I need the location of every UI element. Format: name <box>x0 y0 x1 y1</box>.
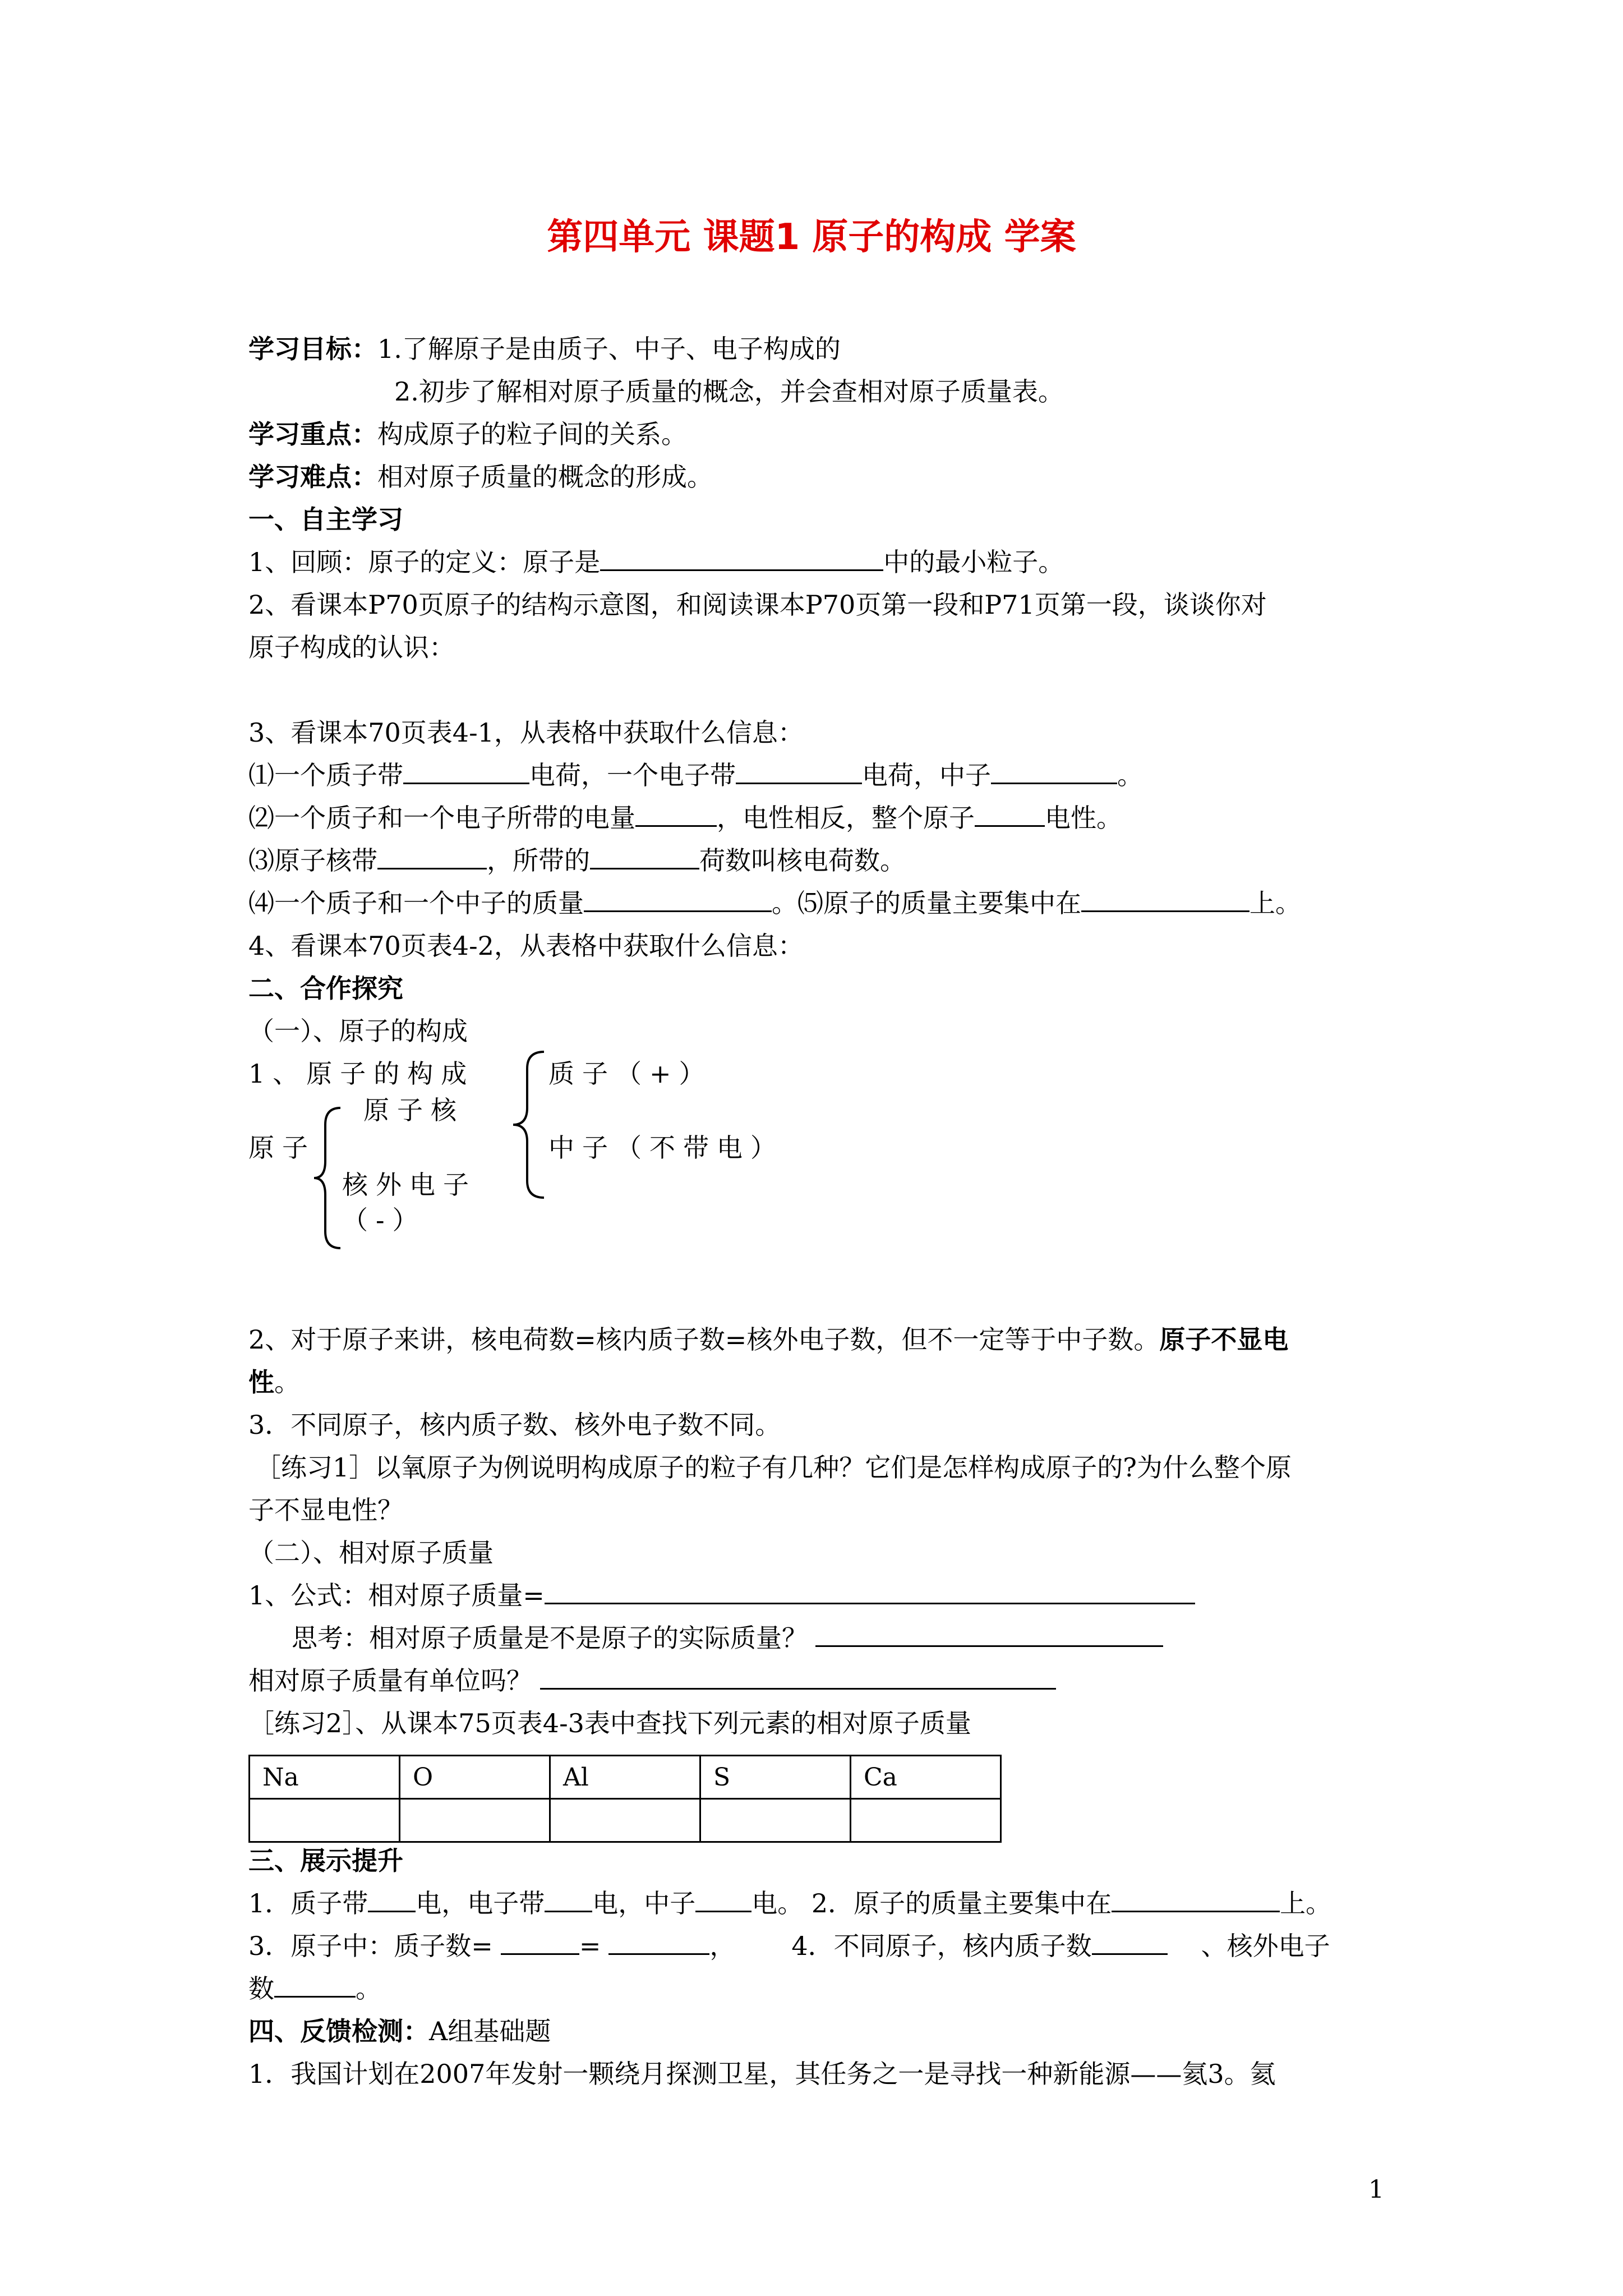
question-3-4-line <box>248 884 1301 923</box>
q3-2-text-b: ，电性相反，整个原子 <box>717 803 975 833</box>
element-cell: Ca <box>851 1756 1001 1799</box>
section-2-heading: 二、合作探究 <box>248 973 403 1004</box>
question-4: 4、看课本70页表4-2，从表格中获取什么信息： <box>248 931 804 961</box>
point-2-bold: 原子不显电 <box>1159 1324 1289 1355</box>
answer-blank[interactable] <box>991 756 1117 784</box>
q3-4-text-a: ⑷一个质子和一个中子的质量 <box>248 888 584 918</box>
section-3-line-3 <box>248 1969 381 2008</box>
element-cell: O <box>400 1756 550 1799</box>
s3-text: 1．质子带 <box>248 1888 368 1918</box>
question-3-3-line <box>248 841 906 880</box>
s3-text: ， <box>709 1931 736 1961</box>
formula-line <box>248 1576 1195 1615</box>
answer-blank[interactable] <box>545 1884 592 1912</box>
difficulty-text: 相对原子质量的概念的形成。 <box>377 462 713 492</box>
q3-2-text-c: 电性。 <box>1045 803 1122 833</box>
point-2-text: 2、对于原子来讲，核电荷数=核内质子数=核外电子数，但不一定等于中子数。 <box>248 1324 1160 1355</box>
exercise-1-line-1: ［练习1］以氧原子为例说明构成原子的粒子有几种？它们是怎样构成原子的?为什么整个原 <box>255 1452 1292 1483</box>
answer-cell[interactable] <box>851 1799 1001 1842</box>
page-number: 1 <box>1368 2175 1384 2204</box>
key-point-text: 构成原子的粒子间的关系。 <box>377 419 687 449</box>
section-1-heading: 一、自主学习 <box>248 504 403 535</box>
answer-blank[interactable] <box>274 1969 356 1998</box>
section-3-heading: 三、展示提升 <box>248 1846 403 1876</box>
point-2-line-1 <box>248 1320 1288 1359</box>
element-cell: Na <box>250 1756 400 1799</box>
answer-blank[interactable] <box>501 1926 579 1955</box>
q3-3-text-a: ⑶原子核带 <box>248 845 377 876</box>
section-4-question-1: 1．我国计划在2007年发射一颗绕月探测卫星，其任务之一是寻找一种新能源——氦3。氦 <box>248 2059 1276 2089</box>
goals-line-1 <box>248 329 841 369</box>
goal-item-2: 2.初步了解相对原子质量的概念，并会查相对原子质量表。 <box>394 376 1064 407</box>
nucleus-brace-icon <box>510 1049 550 1200</box>
element-cell: Al <box>550 1756 700 1799</box>
s3-text: = <box>579 1931 601 1961</box>
answer-cell[interactable] <box>400 1799 550 1842</box>
answer-blank[interactable] <box>1081 884 1249 912</box>
question-1-text: 1、回顾：原子的定义：原子是 <box>248 547 601 577</box>
q3-4-text-c: 上。 <box>1249 888 1301 918</box>
q3-2-text-a: ⑵一个质子和一个电子所带的电量 <box>248 803 635 833</box>
difficulty-label: 学习难点： <box>248 462 377 492</box>
q3-3-text-b: ，所带的 <box>487 845 590 876</box>
q3-1-text-b: 电荷，一个电子带 <box>529 760 736 790</box>
s3-text: 电。 2．原子的质量主要集中在 <box>751 1888 1112 1918</box>
subsection-1-heading: （一）、原子的构成 <box>248 1016 468 1046</box>
unit-blank[interactable] <box>540 1661 1056 1690</box>
point-2-end: 。 <box>274 1367 300 1397</box>
diagram-nucleus: 原子核 <box>363 1095 464 1125</box>
exercise-2: ［练习2］、从课本75页表4-3表中查找下列元素的相对原子质量 <box>248 1708 971 1738</box>
answer-blank[interactable] <box>695 1884 751 1912</box>
section-4-group: A组基础题 <box>429 2016 551 2046</box>
question-2-line-1: 2、看课本P70页原子的结构示意图，和阅读课本P70页第一段和P71页第一段，谈谈你对 <box>248 590 1267 620</box>
diagram-title: 1、原子的构成 <box>248 1059 475 1089</box>
diagram-proton: 质子（+） <box>548 1059 713 1089</box>
s3-text: 。 <box>356 1973 381 2004</box>
goals-label: 学习目标： <box>248 334 377 364</box>
key-point-label: 学习重点： <box>248 419 377 449</box>
answer-blank[interactable] <box>975 798 1045 827</box>
table-row <box>250 1756 1001 1799</box>
key-point-line <box>248 415 687 454</box>
s3-text: 、核外电子 <box>1201 1931 1330 1961</box>
think-text: 思考：相对原子质量是不是原子的实际质量？ <box>292 1623 808 1653</box>
formula-blank[interactable] <box>545 1576 1195 1604</box>
unit-line <box>248 1661 1056 1700</box>
q3-1-text-d: 。 <box>1117 760 1143 790</box>
question-3-2-line <box>248 798 1122 838</box>
answer-cell[interactable] <box>550 1799 700 1842</box>
diagram-electron-charge: （-） <box>342 1205 426 1235</box>
subsection-2-heading: （二）、相对原子质量 <box>248 1538 494 1568</box>
think-blank[interactable] <box>815 1618 1163 1647</box>
unit-text: 相对原子质量有单位吗？ <box>248 1665 532 1696</box>
section-3-line-2 <box>248 1926 1330 1966</box>
atom-brace-icon <box>311 1105 345 1251</box>
formula-text: 1、公式：相对原子质量= <box>248 1580 545 1611</box>
s3-text: 电，电子带 <box>416 1888 545 1918</box>
question-2-line-2: 原子构成的认识： <box>248 632 455 662</box>
s3-text: 电，中子 <box>592 1888 696 1918</box>
diagram-atom: 原子 <box>248 1133 316 1163</box>
section-4-heading: 四、反馈检测： <box>248 2016 429 2046</box>
answer-blank[interactable] <box>635 798 717 827</box>
point-2-line-2 <box>248 1363 300 1402</box>
answer-blank[interactable] <box>590 841 699 869</box>
page-title: 第四单元 课题1 原子的构成 学案 <box>547 217 1076 258</box>
q3-3-text-c: 荷数叫核电荷数。 <box>699 845 906 876</box>
answer-blank[interactable] <box>368 1884 416 1912</box>
q3-1-text-a: ⑴一个质子带 <box>248 760 403 790</box>
answer-blank[interactable] <box>1092 1926 1168 1955</box>
answer-blank[interactable] <box>736 756 862 784</box>
section-3-line-1 <box>248 1884 1331 1923</box>
question-3: 3、看课本70页表4-1，从表格中获取什么信息： <box>248 717 804 748</box>
section-4-heading-line <box>248 2012 551 2051</box>
think-line <box>292 1618 1163 1658</box>
answer-cell[interactable] <box>250 1799 400 1842</box>
point-3: 3．不同原子，核内质子数、核外电子数不同。 <box>248 1410 781 1440</box>
diagram-neutron: 中子（不带电） <box>548 1133 784 1163</box>
answer-cell[interactable] <box>700 1799 851 1842</box>
question-1-line <box>248 542 1064 582</box>
element-cell: S <box>700 1756 851 1799</box>
q3-1-text-c: 电荷，中子 <box>862 760 991 790</box>
answer-blank[interactable] <box>403 756 529 784</box>
s3-text: 上。 <box>1280 1888 1332 1918</box>
exercise-1-line-2: 子不显电性？ <box>248 1495 403 1525</box>
element-table <box>248 1755 1002 1843</box>
question-3-1-line <box>248 756 1143 795</box>
answer-blank[interactable] <box>608 1926 709 1955</box>
point-2-bold-tail: 性 <box>248 1367 274 1397</box>
answer-blank[interactable] <box>377 841 487 869</box>
diagram-electron: 核外电子 <box>342 1170 477 1200</box>
question-1-tail: 中的最小粒子。 <box>883 547 1064 577</box>
answer-blank[interactable] <box>600 542 883 571</box>
answer-blank[interactable] <box>584 884 772 912</box>
goal-item-1: 1.了解原子是由质子、中子、电子构成的 <box>377 334 841 364</box>
q3-4-text-b: 。⑸原子的质量主要集中在 <box>772 888 1081 918</box>
s3-text: 4．不同原子，核内质子数 <box>791 1931 1092 1961</box>
s3-text: 数 <box>248 1973 274 2004</box>
difficulty-line <box>248 457 713 496</box>
s3-text: 3．原子中：质子数= <box>248 1931 493 1961</box>
table-row <box>250 1799 1001 1842</box>
answer-blank[interactable] <box>1112 1884 1280 1912</box>
